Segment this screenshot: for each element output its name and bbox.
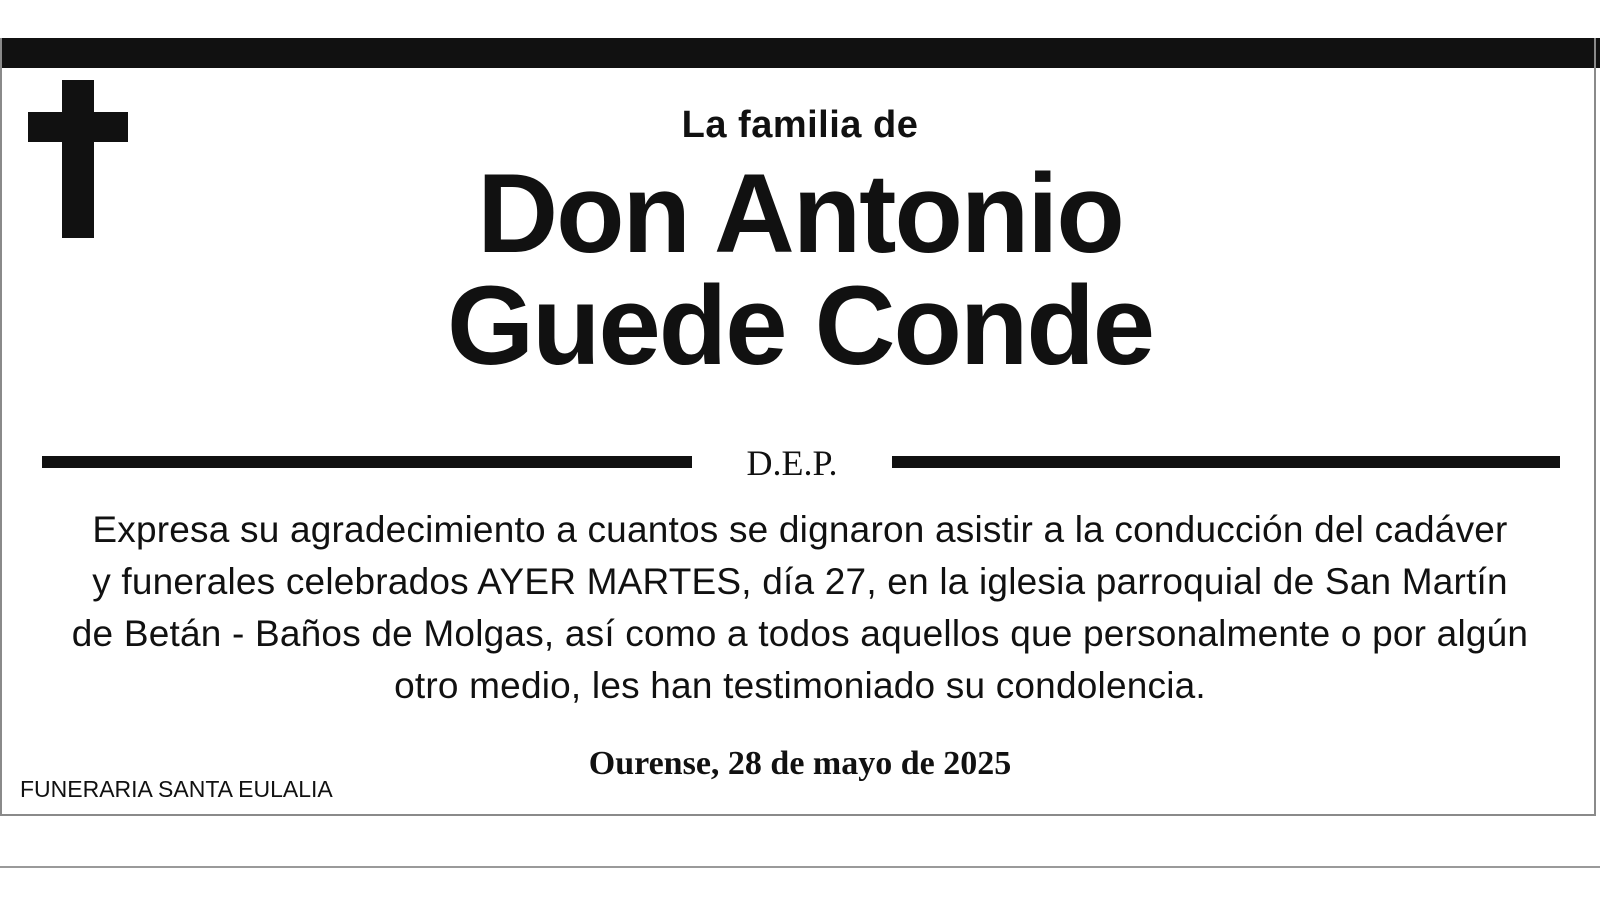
- divider-right: [892, 456, 1560, 468]
- acknowledgement-text: [36, 504, 1564, 712]
- body-line: Expresa su agradecimiento a cuantos se dignaron asistir a la conducción del cadáver: [92, 509, 1508, 550]
- name-line-2: Guede Conde: [446, 263, 1154, 388]
- bottom-rule: [0, 866, 1600, 868]
- body-line: y funerales celebrados AYER MARTES, día 27, en la iglesia parroquial de San Martín: [92, 561, 1508, 602]
- divider-left: [42, 456, 692, 468]
- body-line: otro medio, les han testimoniado su condolencia.: [394, 665, 1206, 706]
- place-date: Ourense, 28 de mayo de 2025: [588, 745, 1012, 782]
- deceased-name: [0, 151, 1600, 388]
- dep-label: D.E.P.: [746, 443, 838, 483]
- funeral-home-name: FUNERARIA SANTA EULALIA: [20, 776, 333, 802]
- name-line-1: Don Antonio: [477, 151, 1123, 276]
- body-line: de Betán - Baños de Molgas, así como a todos aquellos que personalmente o por algún: [71, 613, 1529, 654]
- intro-text: La familia de: [681, 104, 919, 146]
